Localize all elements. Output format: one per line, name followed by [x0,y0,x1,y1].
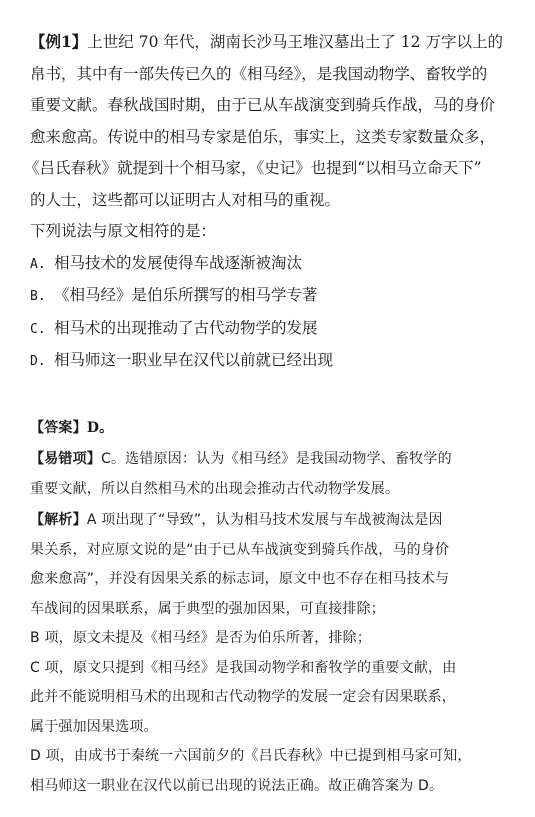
answer-tag: 【答案】 [30,419,87,436]
question-prompt: 下列说法与原文相符的是： [30,222,217,240]
analysis-tag: 【解析】 [30,512,87,528]
analysis-line: 车战间的因果联系，属于典型的强加因果，可直接排除； [30,600,385,617]
analysis-d-line: 相马师这一职业在汉代以前已出现的说法正确。故正确答案为 D。 [30,777,444,794]
trap-tag: 【易错项】 [30,451,101,467]
option-c: C. 相马术的出现推动了古代动物学的发展 [30,318,318,337]
passage-line: 重要文献。春秋战国时期，由于已从车战演变到骑兵作战，马的身价 [30,96,496,114]
answer-value: D。 [86,419,114,436]
option-d: D. 相马师这一职业早在汉代以前就已经出现 [30,351,334,369]
example-tag: 【例1】 [30,32,88,51]
analysis-c-line: C 项，原文只提到《相马经》是我国动物学和畜牧学的重要文献，由 [30,659,457,676]
analysis-line: 果关系，对应原文说的是“由于已从车战演变到骑兵作战，马的身价 [30,541,450,558]
question-passage [24,26,515,248]
option-b: B. 《相马经》是伯乐所撰写的相马学专著 [30,286,318,304]
analysis-d-line: D 项，由成书于秦统一六国前夕的《吕氏春秋》中已提到相马家可知， [30,748,472,764]
passage-line: 的人士，这些都可以证明古人对相马的重视。 [30,190,341,209]
passage-line: 愈来愈高。传说中的相马专家是伯乐，事实上，这类专家数量众多， [30,127,496,146]
analysis-line: 愈来愈高”，并没有因果关系的标志词，原文中也不存在相马技术与 [30,571,450,587]
analysis-c-line: 此并不能说明相马术的出现和古代动物学的发展一定会有因果联系， [30,689,456,705]
analysis-c-line: 属于强加因果选项。 [30,718,158,735]
answer-section [30,414,515,802]
trap-line: 重要文献，所以自然相马术的出现会推动古代动物学发展。 [30,480,400,497]
analysis-line: 【解析】A 项出现了“导致”，认为相马技术发展与车战被淘汰是因 [30,512,443,528]
passage-line: 帛书，其中有一部失传已久的《相马经》，是我国动物学、畜牧学的 [30,64,488,83]
option-a: A. 相马技术的发展使得车战逐渐被淘汰 [30,253,303,272]
analysis-b-line: B 项，原文未提及《相马经》是否为伯乐所著，排除； [30,630,372,646]
passage-line: 【例1】上世纪 70 年代，湖南长沙马王堆汉墓出土了 12 万字以上的 [30,32,503,51]
trap-line: 【易错项】C。选错原因：认为《相马经》是我国动物学、畜牧学的 [30,451,452,467]
options-list [30,248,515,378]
passage-line: 《吕氏春秋》就提到十个相马家，《史记》也提到“以相马立命天下” [24,159,482,177]
answer-line [30,414,515,444]
